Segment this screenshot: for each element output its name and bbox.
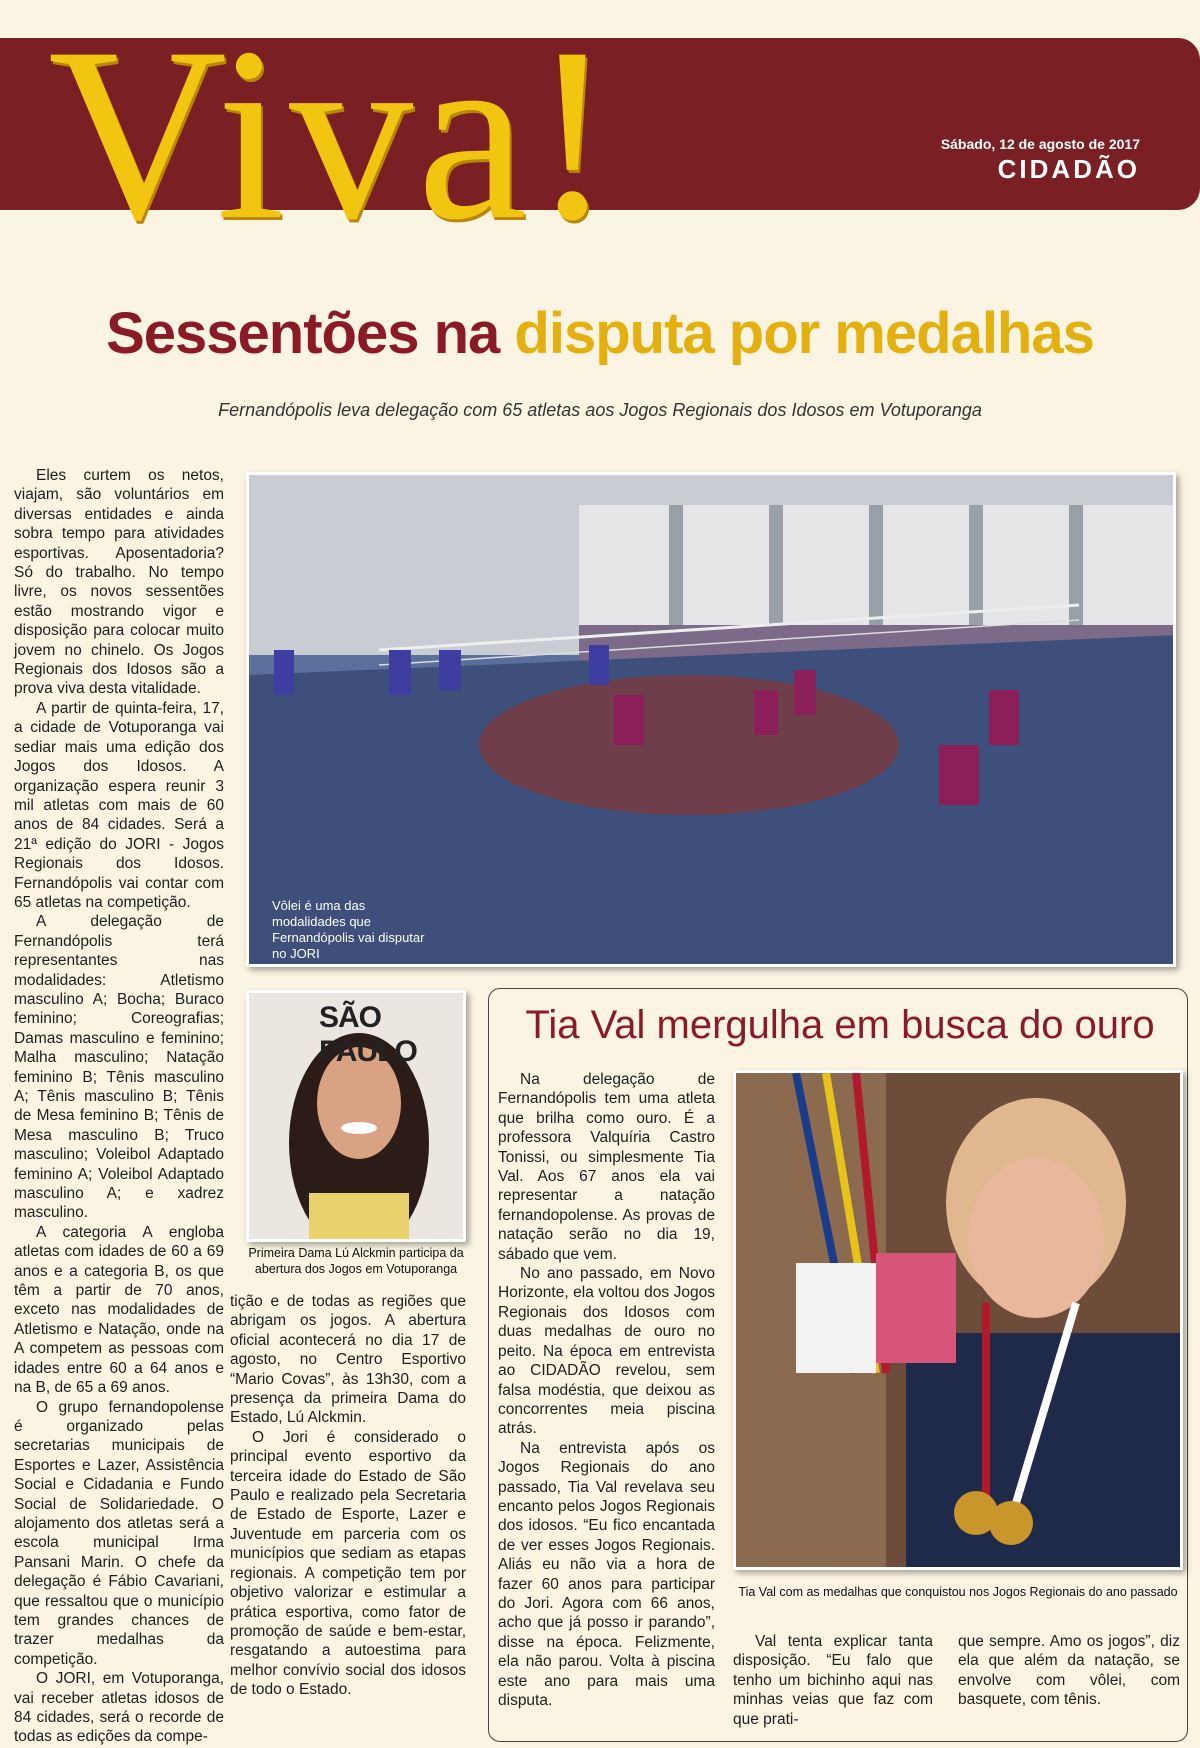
tia-val-caption: Tia Val com as medalhas que conquistou nos Jogos Regionais do ano passado xyxy=(738,1585,1178,1599)
sidebar-column-2 xyxy=(733,1632,933,1729)
sidebar-column-1 xyxy=(498,1070,715,1710)
paragraph: Na delegação de Fernandópolis tem uma atleta que brilha como ouro. É a professora Valquíria Castro Tonissi, ou simplesmente Tia Val. Aos 67 anos ela vai representar a natação fernandopolense. As provas de natação serão no dia 19, sábado que vem. xyxy=(498,1071,715,1263)
subheadline: Fernandópolis leva delegação com 65 atletas aos Jogos Regionais dos Idosos em Votuporanga xyxy=(218,400,982,420)
issue-date: Sábado, 12 de agosto de 2017 xyxy=(940,136,1140,152)
paragraph: No ano passado, em Novo Horizonte, ela voltou dos Jogos Regionais dos Idosos com duas medalhas de ouro no peito. Na época em entrevista ao CIDADÃO revelou, sem falsa modéstia, que deixou as concorrentes meia piscina atrás. xyxy=(498,1265,715,1438)
paragraph: A delegação de Fernandópolis terá representantes nas modalidades: Atletismo masculino A; Bocha; Buraco feminino; Coreografias; Damas masculino e feminino; Malha masculino; Natação feminino B; Tênis masculino A; Tênis masculino B; Tênis de Mesa feminino B; Tênis de Mesa masculino B; Truco masculino; Voleibol Adaptado feminino A; Voleibol Adaptado masculino A; e xadrez masculino. xyxy=(14,913,224,1222)
article-column-2 xyxy=(230,1292,466,1700)
paragraph: Eles curtem os netos, viajam, são voluntários em diversas entidades e ainda sobra tempo para atividades esportivas. Aposentadoria? Só do trabalho. No tempo livre, os novos sessentões estão mostrando vigor e disposição para colocar muito jovem no chinelo. Os Jogos Regionais dos Idosos são a prova viva desta vitalidade. xyxy=(14,467,224,698)
tia-val-photo xyxy=(733,1070,1183,1570)
volleyball-caption: Vôlei é uma das modalidades que Fernandópolis vai disputar no JORI xyxy=(272,898,425,961)
headline-part-2: disputa por medalhas xyxy=(514,301,1094,366)
paragraph: Na entrevista após os Jogos Regionais do ano passado, Tia Val revelava seu encanto pelos Jogos Regionais dos idosos. “Eu fico encantada de ver esses Jogos Regionais. Aliás eu não via a hora de fazer 60 anos para participar do Jori. Agora com 66 anos, acho que já posso ir parando”, disse na época. Felizmente, ela não parou. Volta à piscina este ano para mais uma disputa. xyxy=(498,1439,715,1709)
volleyball-photo xyxy=(246,472,1176,967)
paragraph: Val tenta explicar tanta disposição. “Eu falo que tenho um bichinho aqui nas minhas veias que faz com que prati- xyxy=(733,1633,933,1728)
sidebar-column-3 xyxy=(958,1632,1180,1710)
paragraph: O Jori é considerado o principal evento esportivo da terceira idade do Estado de São Paulo e realizado pela Secretaria de Estado de Esporte, Lazer e Juventude em parceria com os municípios que sediam as etapas regionais. A competição tem por objetivo valorizar e estimular a prática esportiva, como fator de promoção de saúde e bem-estar, resgatando a autoestima para melhor convívio social dos idosos de todo o Estado. xyxy=(230,1428,466,1699)
paragraph: O grupo fernandopolense é organizado pelas secretarias municipais de Esportes e Lazer, Assistência Social e Cidadania e Fundo Social de Solidariedade. O alojamento dos atletas será a escola municipal Irma Pansani Marin. O chefe da delegação é Fábio Cavariani, que ressaltou que o município tem grandes chances de trazer medalhas da competição. xyxy=(14,1398,224,1668)
masthead-info xyxy=(941,136,1140,185)
brand-logo: Viva! xyxy=(48,0,618,271)
first-lady-photo xyxy=(246,990,466,1242)
sidebar-title: Tia Val mergulha em busca do ouro xyxy=(525,1003,1155,1047)
first-lady-caption: Primeira Dama Lú Alckmin participa da abertura dos Jogos em Votuporanga xyxy=(248,1246,464,1276)
paragraph: A partir de quinta-feira, 17, a cidade de Votuporanga vai sediar mais uma edição dos Jogos dos Idosos. A organização espera reunir 3 mil atletas com mais de 60 anos de 84 cidades. Será a 21ª edição do JORI - Jogos Regionais dos Idosos. Fernandópolis vai contar com 65 atletas na competição. xyxy=(14,699,224,911)
article-column-1 xyxy=(14,466,224,1747)
headline xyxy=(0,300,1200,367)
volleyball-illustration xyxy=(249,475,1176,967)
paragraph: que sempre. Amo os jogos”, diz ela que além da natação, se envolve com vôlei, com basquete, com tênis. xyxy=(958,1633,1180,1709)
backdrop-text: SÃO PAULO xyxy=(319,1001,417,1068)
headline-part-1: Sessentões na xyxy=(106,301,500,366)
paragraph: tição e de todas as regiões que abrigam os jogos. A abertura oficial acontecerá no dia 17 de agosto, no Centro Esportivo “Mario Covas”, às 13h30, com a presença da primeira Dama do Estado, Lú Alckmin. xyxy=(230,1293,466,1427)
paragraph: O JORI, em Votuporanga, vai receber atletas idosos de 84 cidades, será o recorde de todas as edições da compe- xyxy=(14,1670,224,1746)
publication-name: CIDADÃO xyxy=(997,154,1140,184)
paragraph: A categoria A engloba atletas com idades de 60 a 69 anos e a categoria B, os que têm a partir de 70 anos, exceto nas modalidades de Atletismo e Natação, onde na A competem as pessoas com idades entre 60 a 64 anos e na B, de 65 a 69 anos. xyxy=(14,1223,224,1397)
tia-val-illustration xyxy=(736,1073,1183,1570)
